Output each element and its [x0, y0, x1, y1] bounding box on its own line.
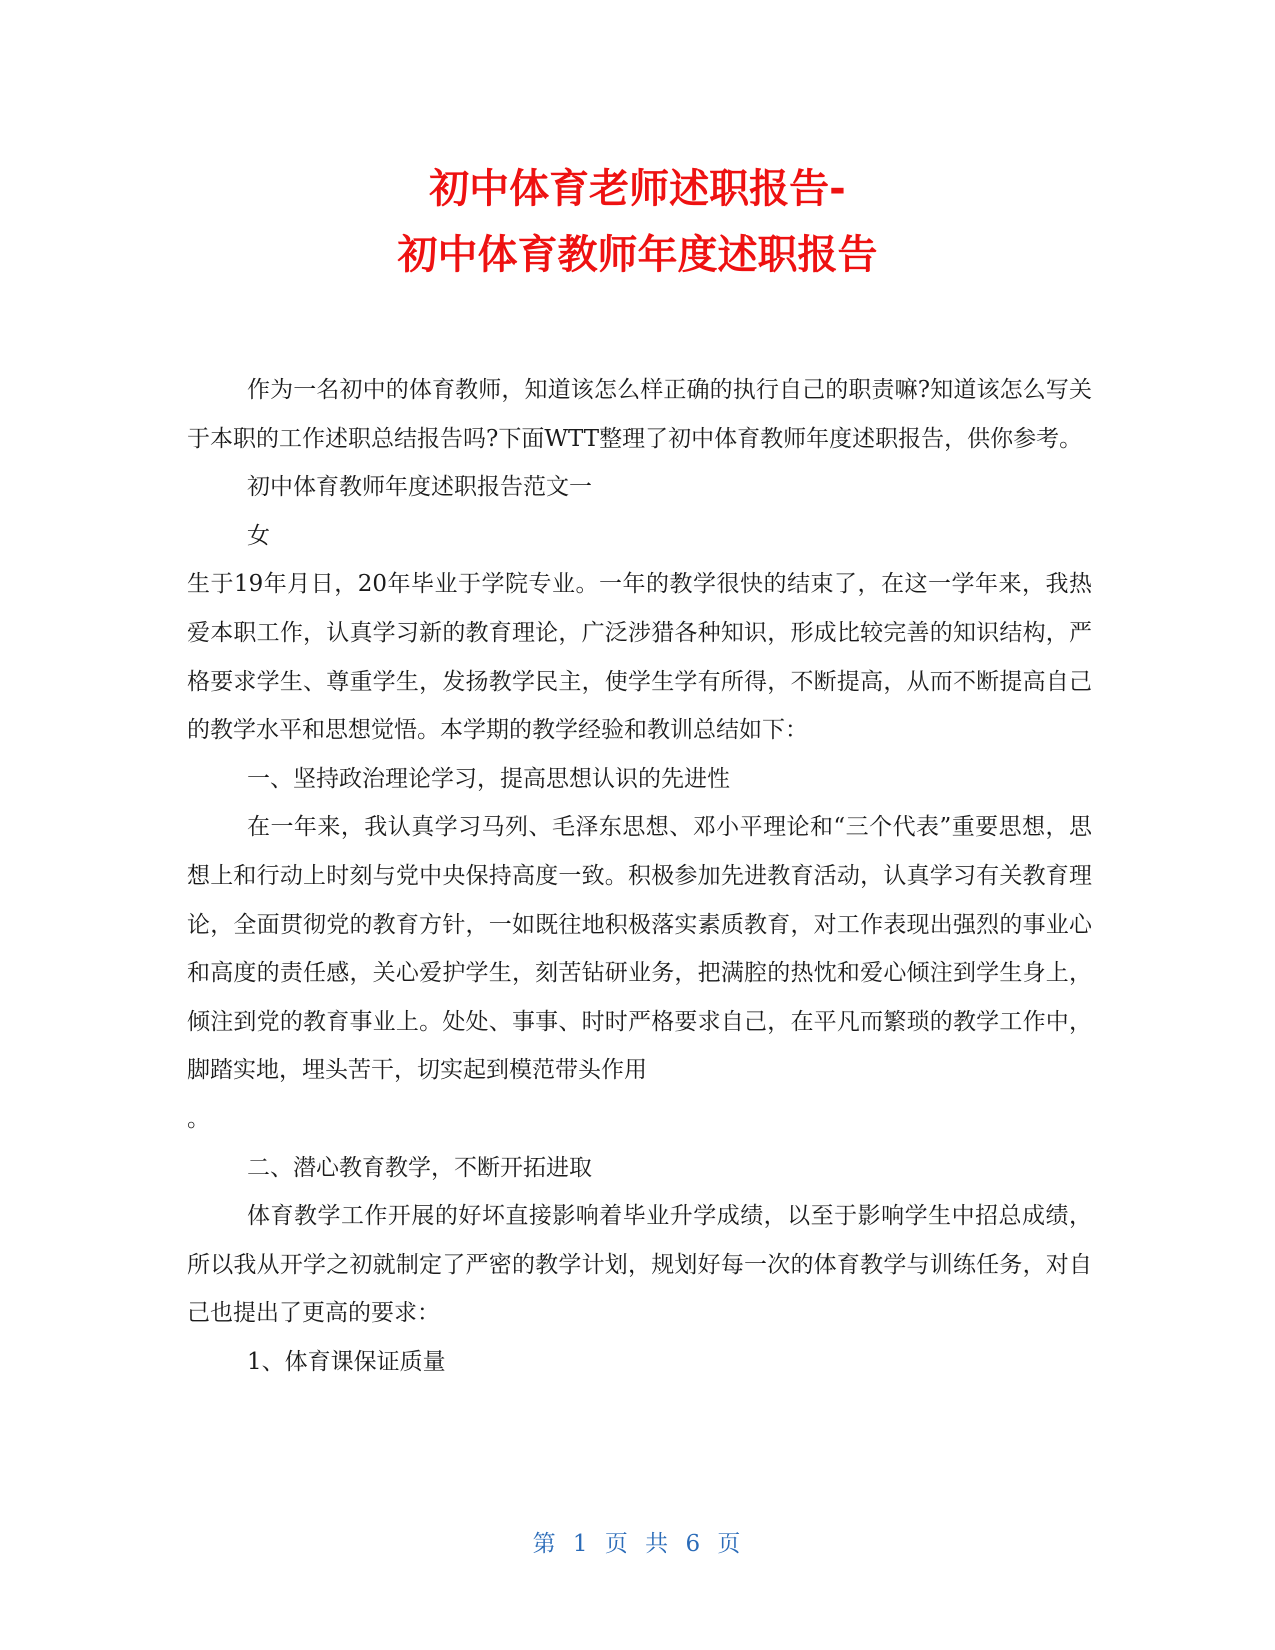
paragraph-intro: 作为一名初中的体育教师，知道该怎么样正确的执行自己的职责嘛?知道该怎么写关于本职的工作述职总结报告吗?下面WTT整理了初中体育教师年度述职报告，供你参考。: [187, 377, 1092, 452]
document-title: [0, 156, 1275, 288]
title-line-2: 初中体育教师年度述职报告: [397, 232, 878, 278]
section-heading-1: 一、坚持政治理论学习，提高思想认识的先进性: [247, 765, 730, 792]
paragraph-sample-heading: 初中体育教师年度述职报告范文一: [247, 474, 592, 501]
document-body: [187, 366, 1092, 1386]
paragraph-bio: 生于19年月日，20年毕业于学院专业。一年的教学很快的结束了，在这一学年来，我热爱本职工作，认真学习新的教育理论，广泛涉猎各种知识，形成比较完善的知识结构，严格要求学生、尊重学生，发扬教学民主，使学生学有所得，不断提高，从而不断提高自己的教学水平和思想觉悟。本学期的教学经验和教训总结如下：: [187, 571, 1092, 744]
paragraph-gender: 女: [247, 522, 270, 549]
title-line-1: 初中体育老师述职报告-: [429, 166, 846, 212]
paragraph-period: 。: [187, 1105, 210, 1132]
paragraph-section-1: 在一年来，我认真学习马列、毛泽东思想、邓小平理论和“三个代表”重要思想，思想上和行动上时刻与党中央保持高度一致。积极参加先进教育活动，认真学习有关教育理论，全面贯彻党的教育方针，一如既往地积极落实素质教育，对工作表现出强烈的事业心和高度的责任感，关心爱护学生，刻苦钻研业务，把满腔的热忱和爱心倾注到学生身上，倾注到党的教育事业上。处处、事事、时时严格要求自己，在平凡而繁琐的教学工作中，脚踏实地，埋头苦干，切实起到模范带头作用: [187, 814, 1092, 1084]
subsection-heading-1: 1、体育课保证质量: [247, 1348, 446, 1375]
paragraph-section-2: 体育教学工作开展的好坏直接影响着毕业升学成绩，以至于影响学生中招总成绩，所以我从开学之初就制定了严密的教学计划，规划好每一次的体育教学与训练任务，对自己也提出了更高的要求：: [187, 1203, 1092, 1327]
section-heading-2: 二、潜心教育教学，不断开拓进取: [247, 1154, 592, 1181]
page-footer: 第 1 页 共 6 页: [532, 1531, 743, 1557]
